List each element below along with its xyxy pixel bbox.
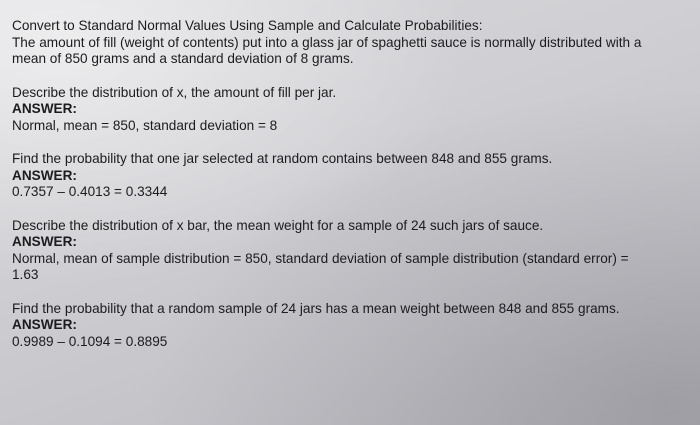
- question-2-prompt: Find the probability that one jar selected at random contains between 848 and 855 grams.: [12, 151, 553, 166]
- question-3-answer-line-2: 1.63: [12, 267, 39, 282]
- question-2-answer: 0.7357 – 0.4013 = 0.3344: [12, 184, 168, 199]
- question-2: [12, 151, 692, 201]
- problem-statement-line-2: mean of 850 grams and a standard deviation of 8 grams.: [12, 51, 354, 66]
- question-3-answer-line-1: Normal, mean of sample distribution = 850, standard deviation of sample distribution (standard error) =: [12, 250, 629, 266]
- question-3: [12, 218, 692, 284]
- question-3-answer-label: ANSWER:: [12, 234, 77, 249]
- problem-statement-line-1: The amount of fill (weight of contents) put into a glass jar of spaghetti sauce is normally distributed with a: [12, 34, 642, 50]
- question-4-answer: 0.9989 – 0.1094 = 0.8895: [12, 333, 168, 349]
- question-4-answer-label: ANSWER:: [12, 317, 77, 332]
- question-4-prompt: Find the probability that a random sample of 24 jars has a mean weight between 848 and 855 grams.: [12, 300, 620, 316]
- question-1-answer: Normal, mean = 850, standard deviation = 8: [12, 117, 278, 133]
- question-2-answer-label: ANSWER:: [12, 167, 77, 183]
- problem-title: Convert to Standard Normal Values Using Sample and Calculate Probabilities:: [12, 18, 483, 33]
- question-4: [12, 301, 692, 351]
- question-1: [12, 85, 692, 135]
- intro-section: [12, 18, 692, 68]
- document-content: [12, 18, 692, 367]
- question-1-prompt: Describe the distribution of x, the amount of fill per jar.: [12, 84, 337, 100]
- question-1-answer-label: ANSWER:: [12, 101, 77, 116]
- question-3-prompt: Describe the distribution of x bar, the mean weight for a sample of 24 such jars of sauce.: [12, 217, 544, 233]
